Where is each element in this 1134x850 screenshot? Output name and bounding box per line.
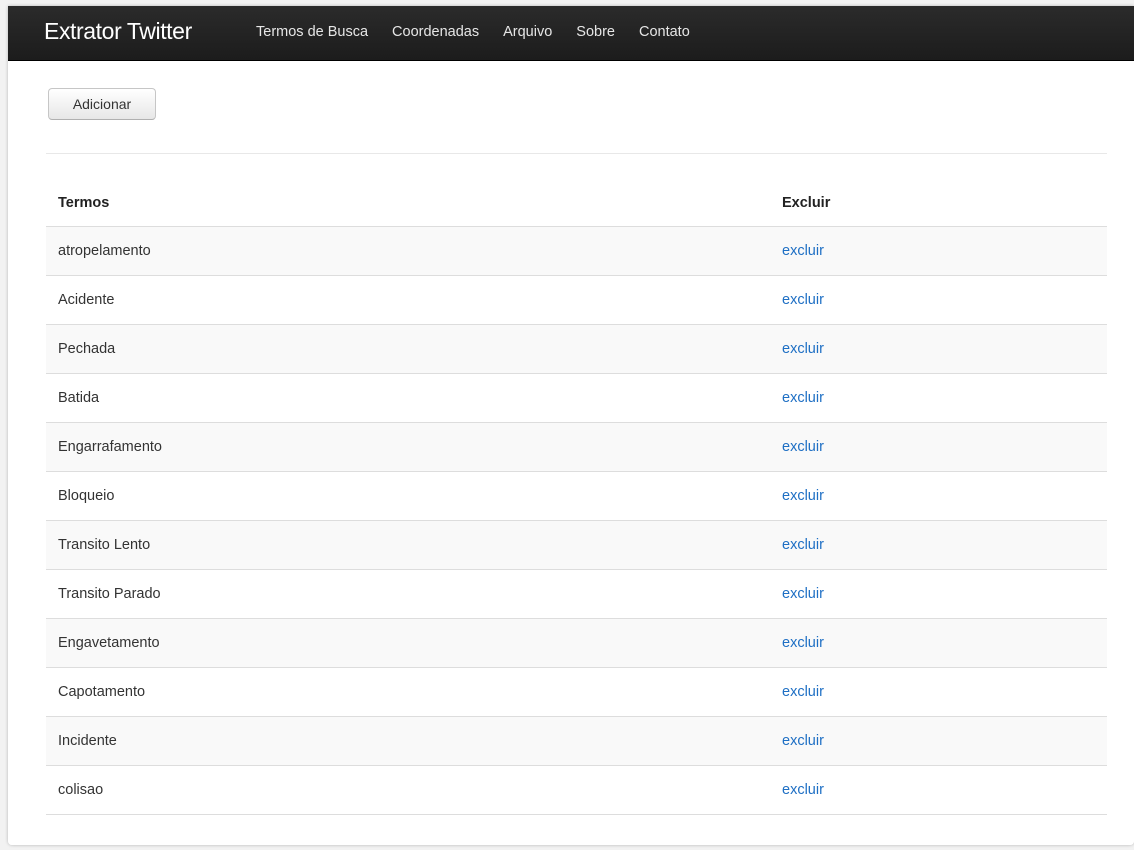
table-row: [46, 325, 1107, 374]
delete-cell: [770, 766, 1107, 815]
delete-cell: [770, 374, 1107, 423]
table-row: [46, 619, 1107, 668]
term-cell: Capotamento: [46, 668, 770, 717]
term-cell: Engarrafamento: [46, 423, 770, 472]
delete-link[interactable]: excluir: [782, 782, 824, 798]
nav-item-coordenadas[interactable]: Coordenadas: [392, 24, 480, 40]
header-excluir: Excluir: [770, 179, 1107, 227]
term-cell: Incidente: [46, 717, 770, 766]
delete-link[interactable]: excluir: [782, 292, 824, 308]
term-cell: Transito Lento: [46, 521, 770, 570]
term-cell: Batida: [46, 374, 770, 423]
divider: [46, 153, 1107, 154]
delete-link[interactable]: excluir: [782, 488, 824, 504]
page-frame: [8, 6, 1134, 845]
delete-cell: [770, 276, 1107, 325]
table-row: [46, 423, 1107, 472]
term-cell: Acidente: [46, 276, 770, 325]
term-cell: Pechada: [46, 325, 770, 374]
table-row: [46, 374, 1107, 423]
header-termos: Termos: [46, 179, 770, 227]
table-row: [46, 521, 1107, 570]
delete-cell: [770, 423, 1107, 472]
delete-cell: [770, 472, 1107, 521]
page-bottom-edge: [8, 820, 1134, 845]
add-term-button[interactable]: Adicionar: [48, 88, 156, 120]
term-cell: atropelamento: [46, 227, 770, 276]
nav-item-sobre[interactable]: Sobre: [576, 24, 615, 40]
table-header-row: [46, 179, 1107, 227]
delete-link[interactable]: excluir: [782, 341, 824, 357]
term-cell: Transito Parado: [46, 570, 770, 619]
delete-link[interactable]: excluir: [782, 537, 824, 553]
main-nav: [256, 24, 714, 40]
table-row: [46, 717, 1107, 766]
table-row: [46, 570, 1107, 619]
delete-link[interactable]: excluir: [782, 635, 824, 651]
brand-link[interactable]: Extrator Twitter: [44, 18, 192, 44]
delete-link[interactable]: excluir: [782, 733, 824, 749]
table-row: [46, 227, 1107, 276]
nav-item-termos-de-busca[interactable]: Termos de Busca: [256, 24, 369, 40]
delete-link[interactable]: excluir: [782, 243, 824, 259]
delete-cell: [770, 717, 1107, 766]
table-row: [46, 472, 1107, 521]
delete-cell: [770, 570, 1107, 619]
term-cell: Engavetamento: [46, 619, 770, 668]
table-row: [46, 668, 1107, 717]
delete-cell: [770, 227, 1107, 276]
delete-link[interactable]: excluir: [782, 390, 824, 406]
term-cell: colisao: [46, 766, 770, 815]
term-cell: Bloqueio: [46, 472, 770, 521]
top-navbar: [8, 6, 1134, 61]
delete-cell: [770, 325, 1107, 374]
table-row: [46, 766, 1107, 815]
table-row: [46, 276, 1107, 325]
delete-cell: [770, 521, 1107, 570]
nav-item-contato[interactable]: Contato: [638, 24, 690, 40]
delete-cell: [770, 619, 1107, 668]
delete-link[interactable]: excluir: [782, 439, 824, 455]
delete-cell: [770, 668, 1107, 717]
nav-item-arquivo[interactable]: Arquivo: [503, 24, 553, 40]
delete-link[interactable]: excluir: [782, 586, 824, 602]
delete-link[interactable]: excluir: [782, 684, 824, 700]
terms-table: [46, 179, 1107, 815]
